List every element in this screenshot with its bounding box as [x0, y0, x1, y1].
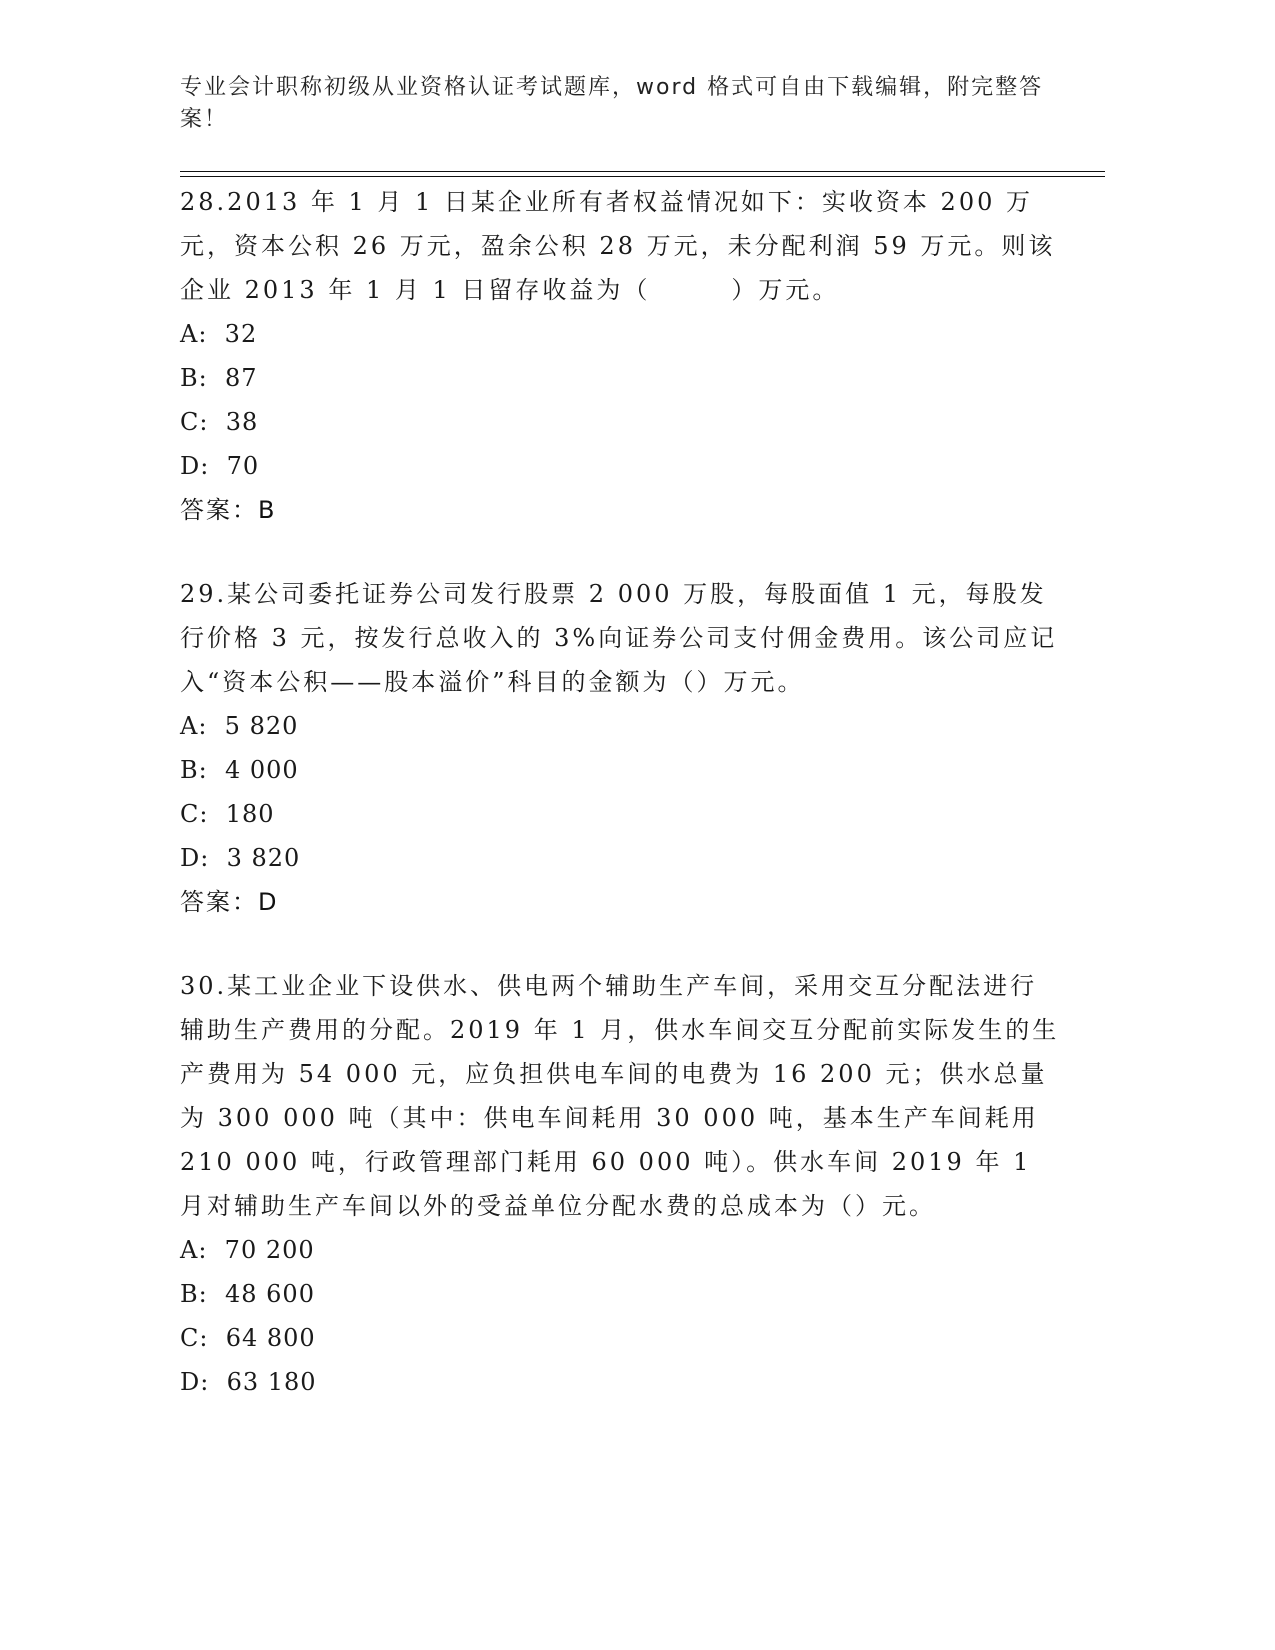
- document-header: 专业会计职称初级从业资格认证考试题库，word 格式可自由下载编辑，附完整答案！: [180, 75, 1044, 132]
- question-stem: 28.2013 年 1 月 1 日某企业所有者权益情况如下：实收资本 200 万元，资本公积 26 万元，盈余公积 28 万元，未分配利润 59 万元。则该企业 2013 年 1 月 1 日留存收益为（ ）万元。: [180, 188, 1056, 304]
- answer-label: 答案：B: [180, 496, 277, 524]
- question-stem: 30.某工业企业下设供水、供电两个辅助生产车间，采用交互分配法进行辅助生产费用的分配。2019 年 1 月，供水车间交互分配前实际发生的生产费用为 54 000 元，应负担供电车间的电费为 16 200 元；供水总量为 300 000 吨（其中：供电车间耗用 30 000 吨，基本生产车间耗用 210 000 吨，行政管理部门耗用 60 000 吨）。供水车间 2019 年 1 月对辅助生产车间以外的受益单位分配水费的总成本为（）元。: [180, 972, 1060, 1220]
- option-b: B: 48 600: [180, 1280, 315, 1308]
- option-c: C: 180: [180, 800, 275, 828]
- question-29: [180, 572, 1060, 924]
- option-d: D: 70: [180, 452, 260, 480]
- option-a: A: 32: [180, 320, 258, 348]
- option-b: B: 4 000: [180, 756, 299, 784]
- question-28: [180, 180, 1060, 532]
- option-c: C: 38: [180, 408, 259, 436]
- answer-label: 答案：D: [180, 888, 279, 916]
- option-d: D: 63 180: [180, 1368, 317, 1396]
- option-a: A: 5 820: [180, 712, 299, 740]
- question-stem: 29.某公司委托证券公司发行股票 2 000 万股，每股面值 1 元，每股发行价格 3 元，按发行总收入的 3%向证券公司支付佣金费用。该公司应记入“资本公积——股本溢价”科目的金额为（）万元。: [180, 580, 1058, 696]
- header-rule-bottom: [180, 176, 1105, 177]
- header-rule-top: [180, 171, 1105, 172]
- option-c: C: 64 800: [180, 1324, 316, 1352]
- option-d: D: 3 820: [180, 844, 301, 872]
- option-a: A: 70 200: [180, 1236, 315, 1264]
- option-b: B: 87: [180, 364, 258, 392]
- question-30: [180, 964, 1060, 1404]
